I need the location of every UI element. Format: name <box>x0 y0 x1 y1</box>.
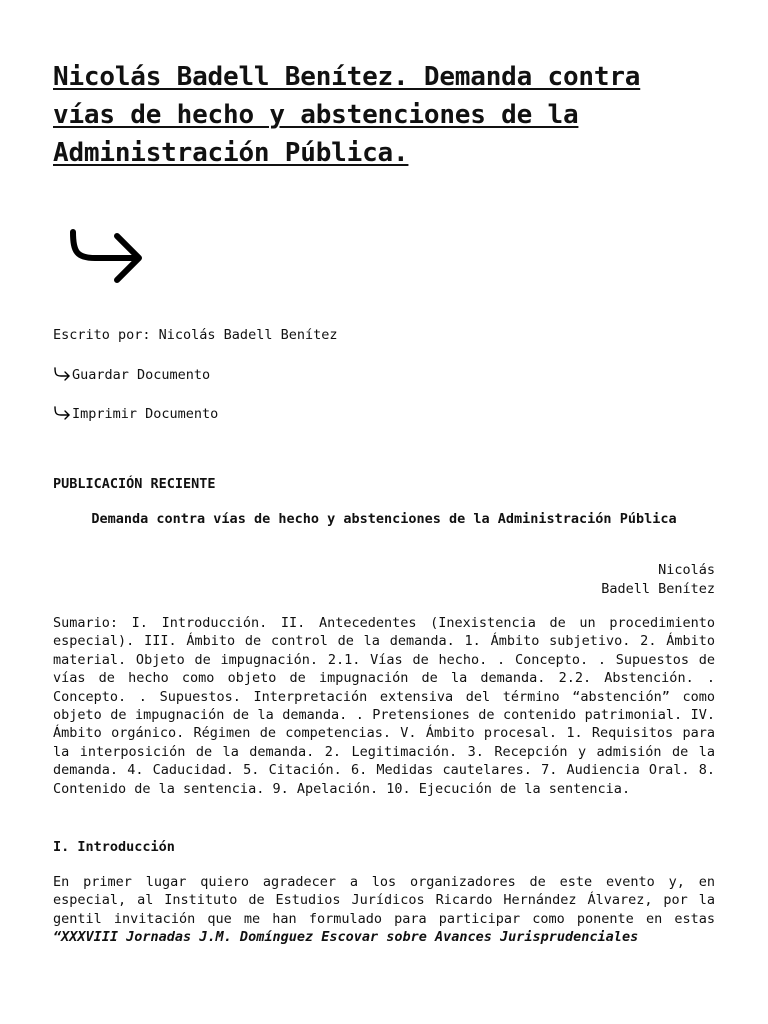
intro-heading: I. Introducción <box>53 839 175 855</box>
intro-text: En primer lugar quiero agradecer a los organizadores de este evento y, en especial, al Instituto de Estudios Jurídicos Ricardo Hernández Álvarez, por la gentil invitación que me han formulado para participar como ponente en estas <box>53 874 715 927</box>
document-title: Nicolás Badell Benítez. Demanda contra vías de hecho y abstenciones de la Administración Pública. <box>53 62 641 168</box>
author-first-name: Nicolás <box>658 562 715 578</box>
print-document-link[interactable] <box>53 405 218 423</box>
intro-paragraph <box>53 873 715 947</box>
author-block <box>515 561 715 598</box>
print-arrow-icon <box>53 406 71 420</box>
print-document-label: Imprimir Documento <box>72 406 219 422</box>
save-document-link[interactable] <box>53 366 210 384</box>
document-page <box>53 58 715 946</box>
author-last-name: Badell Benítez <box>601 580 715 597</box>
save-document-label: Guardar Documento <box>72 367 211 383</box>
article-title: Demanda contra vías de hecho y abstenciones de la Administración Pública <box>91 511 677 527</box>
written-by: Escrito por: Nicolás Badell Benítez <box>53 327 338 343</box>
intro-emphasis: “XXXVIII Jornadas J.M. Domínguez Escovar sobre Avances Jurisprudenciales <box>53 929 639 946</box>
save-arrow-icon <box>53 367 71 381</box>
section-label: PUBLICACIÓN RECIENTE <box>53 476 216 492</box>
summary-paragraph: Sumario: I. Introducción. II. Antecedentes (Inexistencia de un procedimiento especial). III. Ámbito de control de la demanda. 1. Ámbito subjetivo. 2. Ámbito material. Objeto de impugnación. 2.1. Vías de hecho. . Concepto. . Supuestos de vías de hecho como objeto de impugnación de la demanda. 2.2. Abstención. . Concepto. . Supuestos. Interpretación extensiva del término “abstención” como objeto de impugnación de la demanda. . Pretensiones de contenido patrimonial. IV. Ámbito orgánico. Régimen de competencias. V. Ámbito procesal. 1. Requisitos para la interposición de la demanda. 2. Legitimación. 3. Recepción y admisión de la demanda. 4. Caducidad. 5. Citación. 6. Medidas cautelares. 7. Audiencia Oral. 8. Contenido de la sentencia. 9. Apelación. 10. Ejecución de la sentencia. <box>53 615 715 797</box>
share-arrow-icon[interactable] <box>67 228 145 292</box>
